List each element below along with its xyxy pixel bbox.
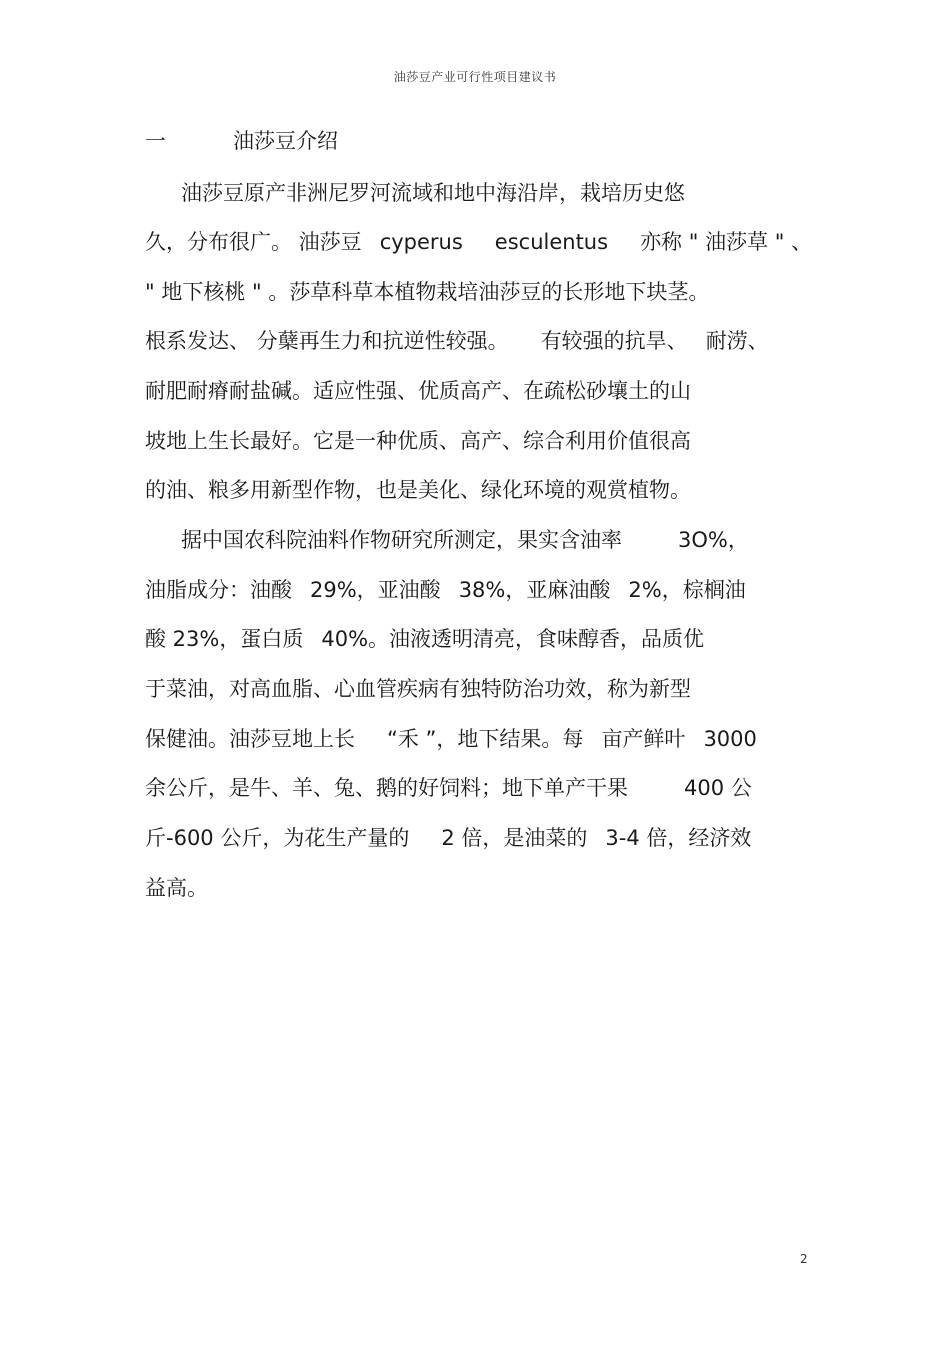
- paragraph-1-line-6: [145, 426, 691, 456]
- text-run: 耐涝、: [705, 329, 769, 353]
- text-run: 3000: [703, 727, 757, 751]
- text-run: 400 公: [684, 776, 752, 800]
- paragraph-2-line-2: [145, 575, 746, 605]
- text-run: 40%。油液透明清亮，食味醇香，品质优: [321, 627, 705, 651]
- paragraph-1-line-7: [145, 475, 691, 505]
- text-run: 2 倍，是油菜的: [441, 826, 588, 850]
- page-number: 2: [800, 1252, 808, 1266]
- text-run: 的油、粮多用新型作物，也是美化、绿化环境的观赏植物。: [145, 478, 691, 502]
- section-number: 一: [145, 129, 166, 153]
- text-run: " 地下核桃 " 。莎草科草本植物栽培油莎豆的长形地下块茎。: [145, 280, 710, 304]
- paragraph-1-line-2: [145, 227, 812, 257]
- paragraph-2-line-1: [181, 525, 749, 555]
- text-run: 坡地上生长最好。它是一种优质、高产、综合利用价值很高: [145, 429, 691, 453]
- paragraph-1-line-4: [145, 326, 769, 356]
- text-run: 久，分布很广。 油莎豆: [145, 230, 362, 254]
- text-run: 亦称 " 油莎草 " 、: [640, 230, 813, 254]
- text-run: 油莎豆原产非洲尼罗河流域和地中海沿岸，栽培历史悠: [181, 181, 685, 205]
- paragraph-1-line-5: [145, 376, 691, 406]
- text-run: 3-4 倍，经济效: [605, 826, 752, 850]
- text-run: 有较强的抗旱、: [540, 329, 688, 353]
- text-run: esculentus: [494, 230, 609, 254]
- paragraph-2-line-4: [145, 674, 691, 704]
- paragraph-2-line-8: [145, 873, 208, 903]
- text-run: cyperus: [379, 230, 463, 254]
- paragraph-2-line-3: [145, 624, 704, 654]
- text-run: “禾 ”，地下结果。每: [387, 727, 584, 751]
- text-run: 斤-600 公斤，为花生产量的: [145, 826, 410, 850]
- section-heading: [145, 126, 338, 156]
- text-run: 于菜油，对高血脂、心血管疾病有独特防治功效，称为新型: [145, 677, 691, 701]
- text-run: 根系发达、 分蘖再生力和抗逆性较强。: [145, 329, 509, 353]
- section-title: 油莎豆介绍: [233, 129, 338, 153]
- text-run: 油脂成分：油酸: [145, 578, 292, 602]
- paragraph-2-line-7: [145, 823, 751, 853]
- text-run: 亩产鲜叶: [601, 727, 686, 751]
- paragraph-1-line-3: [145, 277, 709, 307]
- text-run: 2%，棕榈油: [628, 578, 746, 602]
- paragraph-2-line-6: [145, 773, 752, 803]
- text-run: 酸 23%，蛋白质: [145, 627, 304, 651]
- text-run: 29%，亚油酸: [310, 578, 441, 602]
- text-run: 3O%，: [678, 528, 749, 552]
- text-run: 余公斤，是牛、羊、兔、鹅的好饲料；地下单产干果: [145, 776, 628, 800]
- text-run: 38%，亚麻油酸: [458, 578, 611, 602]
- text-run: 据中国农科院油料作物研究所测定，果实含油率: [181, 528, 622, 552]
- paragraph-2-line-5: [145, 724, 757, 754]
- text-run: 保健油。油莎豆地上长: [145, 727, 355, 751]
- running-header: 油莎豆产业可行性项目建议书: [393, 70, 557, 84]
- text-run: 耐肥耐瘠耐盐碱。适应性强、优质高产、在疏松砂壤土的山: [145, 379, 691, 403]
- paragraph-1-line-1: [181, 178, 685, 208]
- text-run: 益高。: [145, 876, 208, 900]
